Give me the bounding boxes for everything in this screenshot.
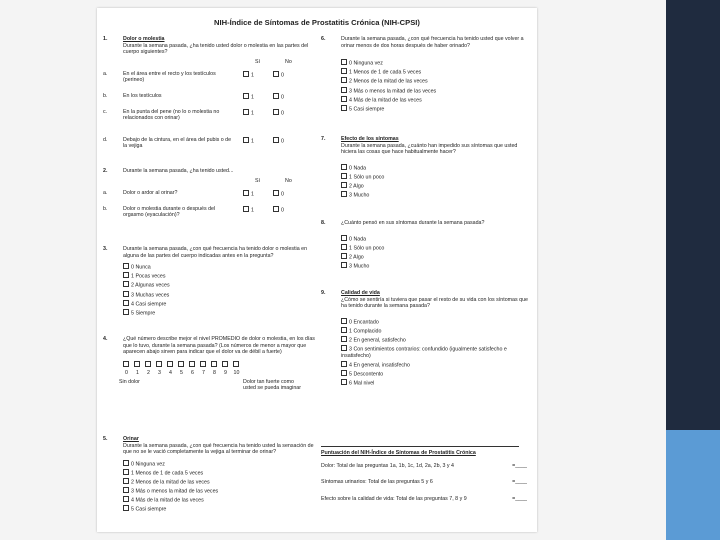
section-heading: Efecto de los síntomas (341, 136, 399, 142)
item-text: En la punta del pene (no lo o molestia no relacionados con orinar) (123, 108, 220, 122)
scoring-row-calidad: Efecto sobre la calidad de vida: Total de las preguntas 7, 8 y 9 =____ (321, 495, 527, 502)
option-siempre[interactable]: 5 Siempre (123, 309, 315, 317)
question-text: Durante la semana pasada, ¿con qué frecuencia ha tenido usted que volver a orinar menos de dos horas después de haber orinado? (341, 36, 524, 49)
question-1c (103, 109, 315, 133)
option-satisfecho[interactable]: 2 En general, satisfecho (341, 336, 531, 344)
scale-box[interactable] (121, 361, 132, 369)
question-text: ¿Cuánto pensó en sus síntomas durante la semana pasada? (341, 220, 485, 226)
question-1 (103, 36, 315, 160)
question-2 (103, 168, 315, 238)
question-text: ¿Qué número describe mejor el nivel PROMEDIO de dolor o molestia, en los días que lo tuvo, durante la semana pasada? (Los números de menor a mayor que aparecen abajo sirven para indicar que el dolor va de débil a fuerte) (123, 336, 315, 356)
option-mitad[interactable]: 3 Más o menos la mitad de las veces (341, 87, 531, 95)
no-checkbox[interactable]: 0 (273, 137, 284, 145)
yes-checkbox[interactable]: 1 (243, 137, 254, 145)
scoring-row-dolor: Dolor: Total de las preguntas 1a, 1b, 1c, 1d, 2a, 2b, 3 y 4 =____ (321, 462, 527, 469)
option-menos-1-de-5[interactable]: 1 Menos de 1 de cada 5 veces (123, 469, 315, 477)
no-checkbox[interactable]: 0 (273, 206, 284, 214)
question-number: 7. (321, 136, 326, 142)
option-casi-siempre[interactable]: 4 Casi siempre (123, 300, 315, 308)
question-7 (321, 136, 531, 212)
option-pocas-veces[interactable]: 1 Pocas veces (123, 272, 315, 280)
scale-box[interactable] (231, 361, 242, 369)
option-mas-mitad[interactable]: 4 Más de la mitad de las veces (123, 496, 315, 504)
pain-scale-boxes (121, 361, 315, 369)
item-letter: d. (103, 136, 108, 143)
divider-line (321, 446, 519, 447)
score-blank[interactable]: =____ (512, 495, 527, 502)
left-column (103, 36, 315, 521)
score-blank[interactable]: =____ (512, 462, 527, 469)
yes-checkbox[interactable]: 1 (243, 71, 254, 79)
scoring-title: Puntuación del NIH-Índice de Síntomas de Prostatitis Crónica (321, 450, 476, 456)
no-label: No (285, 177, 292, 184)
scale-box[interactable] (154, 361, 165, 369)
no-label: No (285, 58, 292, 65)
option-mucho[interactable]: 3 Mucho (341, 262, 531, 270)
question-text: Durante la semana pasada, ¿cuánto han impedido sus síntomas que usted hiciera las cosas que hace habitualmente hacer? (341, 142, 518, 156)
yes-checkbox[interactable]: 1 (243, 109, 254, 117)
yes-checkbox[interactable]: 1 (243, 93, 254, 101)
option-algunas-veces[interactable]: 2 Algunas veces (123, 281, 315, 289)
option-encantado[interactable]: 0 Encantado (341, 318, 531, 326)
question-1a (103, 71, 315, 89)
item-letter: b. (103, 92, 108, 99)
option-algo[interactable]: 2 Algo (341, 182, 531, 190)
question-text: Durante la semana pasada, ¿con qué frecuencia ha tenido usted la sensación de que no se le vació completamente la vejiga al terminar de orinar? (123, 442, 314, 456)
option-mal-nivel[interactable]: 6 Mal nivel (341, 379, 531, 387)
option-casi-siempre[interactable]: 5 Casi siempre (123, 505, 315, 513)
yes-label: Sí (255, 177, 261, 184)
question-number: 3. (103, 246, 108, 252)
document-title: NIH-Índice de Síntomas de Prostatitis Crónica (NIH-CPSI) (214, 18, 420, 27)
option-nunca[interactable]: 0 Nunca (123, 263, 315, 271)
pain-scale-numbers: 0 1 2 3 4 5 6 7 8 9 10 (125, 369, 240, 376)
question-4 (103, 336, 315, 428)
question-5 (103, 436, 315, 513)
no-checkbox[interactable]: 0 (273, 93, 284, 101)
scale-box[interactable] (165, 361, 176, 369)
section-heading: Calidad de vida (341, 290, 380, 296)
scale-box[interactable] (209, 361, 220, 369)
question-text: Durante la semana pasada, ¿con qué frecuencia ha tenido dolor o molestia en alguna de las partes del cuerpo indicadas antes en la pregunta? (123, 246, 308, 259)
no-checkbox[interactable]: 0 (273, 71, 284, 79)
item-letter: a. (103, 189, 108, 196)
item-letter: a. (103, 70, 108, 77)
option-mucho[interactable]: 3 Mucho (341, 191, 531, 199)
option-menos-1-de-5[interactable]: 1 Menos de 1 de cada 5 veces (341, 68, 531, 76)
question-number: 5. (103, 436, 108, 442)
question-9 (321, 290, 531, 438)
question-3 (103, 246, 315, 328)
option-casi-siempre[interactable]: 5 Casi siempre (341, 105, 531, 113)
yes-label: Sí (255, 58, 261, 65)
option-ninguna-vez[interactable]: 0 Ninguna vez (341, 59, 531, 67)
option-nada[interactable]: 0 Nada (341, 235, 531, 243)
item-text: Dolor o molestia durante o después del orgasmo (eyaculación)? (123, 205, 216, 219)
option-sentimientos-contrarios[interactable]: 3 Con sentimientos contrarios: confundido (igualmente satisfecho e insatisfecho) (341, 346, 507, 360)
question-number: 6. (321, 36, 326, 42)
slide-side-bar (666, 0, 720, 540)
no-checkbox[interactable]: 0 (273, 109, 284, 117)
option-insatisfecho[interactable]: 4 En general, insatisfecho (341, 361, 531, 369)
question-number: 8. (321, 220, 326, 226)
item-text: Debajo de la cintura, en el área del pubis o de la vejiga (123, 136, 232, 150)
no-checkbox[interactable]: 0 (273, 190, 284, 198)
option-menos-mitad[interactable]: 2 Menos de la mitad de las veces (341, 77, 531, 85)
item-text: Dolor o ardor al orinar? (123, 189, 178, 196)
question-number: 2. (103, 168, 108, 174)
scale-low-label: Sin dolor (119, 378, 140, 385)
option-mitad[interactable]: 3 Más o menos la mitad de las veces (123, 487, 315, 495)
option-menos-mitad[interactable]: 2 Menos de la mitad de las veces (123, 478, 315, 486)
item-letter: c. (103, 108, 108, 115)
yes-checkbox[interactable]: 1 (243, 206, 254, 214)
option-complacido[interactable]: 1 Complacido (341, 327, 531, 335)
question-1d (103, 137, 315, 155)
document-page (97, 8, 537, 532)
question-2b (103, 206, 315, 224)
scale-box[interactable] (176, 361, 187, 369)
item-text: En los testículos (123, 92, 162, 99)
option-algo[interactable]: 2 Algo (341, 253, 531, 261)
scale-box[interactable] (143, 361, 154, 369)
scale-box[interactable] (132, 361, 143, 369)
score-blank[interactable]: =____ (512, 479, 527, 486)
section-heading: Dolor o molestia (123, 36, 165, 42)
option-mas-mitad[interactable]: 4 Más de la mitad de las veces (341, 96, 531, 104)
question-number: 1. (103, 36, 108, 42)
item-text: En el área entre el recto y los testículos (perineo) (123, 70, 216, 84)
option-solo-un-poco[interactable]: 1 Sólo un poco (341, 244, 531, 252)
option-descontento[interactable]: 5 Descontento (341, 370, 531, 378)
slide-accent-block (666, 430, 720, 540)
scale-endpoints (103, 377, 315, 397)
yes-no-header (123, 178, 315, 186)
item-letter: b. (103, 205, 108, 212)
option-solo-un-poco[interactable]: 1 Sólo un poco (341, 173, 531, 181)
question-text: Durante la semana pasada, ¿ha tenido usted dolor o molestia en las partes del cuerpo siguientes? (123, 42, 309, 56)
question-8 (321, 220, 531, 282)
scale-box[interactable] (198, 361, 209, 369)
question-6 (321, 36, 531, 128)
scale-high-label: Dolor tan fuerte como usted se pueda imaginar (243, 378, 302, 392)
question-number: 9. (321, 290, 326, 296)
option-nada[interactable]: 0 Nada (341, 164, 531, 172)
question-1b (103, 93, 315, 105)
section-heading: Orinar (123, 436, 139, 442)
scale-box[interactable] (187, 361, 198, 369)
option-ninguna-vez[interactable]: 0 Ninguna vez (123, 460, 315, 468)
question-number: 4. (103, 336, 108, 342)
yes-checkbox[interactable]: 1 (243, 190, 254, 198)
question-text: ¿Cómo se sentiría si tuviera que pasar el resto de su vida con los síntomas que ha tenido durante la semana pasada? (341, 296, 528, 310)
scoring-row-urinarios: Síntomas urinarios: Total de las preguntas 5 y 6 =____ (321, 479, 527, 486)
question-text: Durante la semana pasada, ¿ha tenido usted... (123, 168, 234, 174)
option-muchas-veces[interactable]: 3 Muchas veces (123, 291, 315, 299)
yes-no-header (123, 59, 315, 67)
right-column (321, 36, 531, 512)
question-2a (103, 190, 315, 202)
scoring-section (321, 446, 531, 502)
scale-box[interactable] (220, 361, 231, 369)
